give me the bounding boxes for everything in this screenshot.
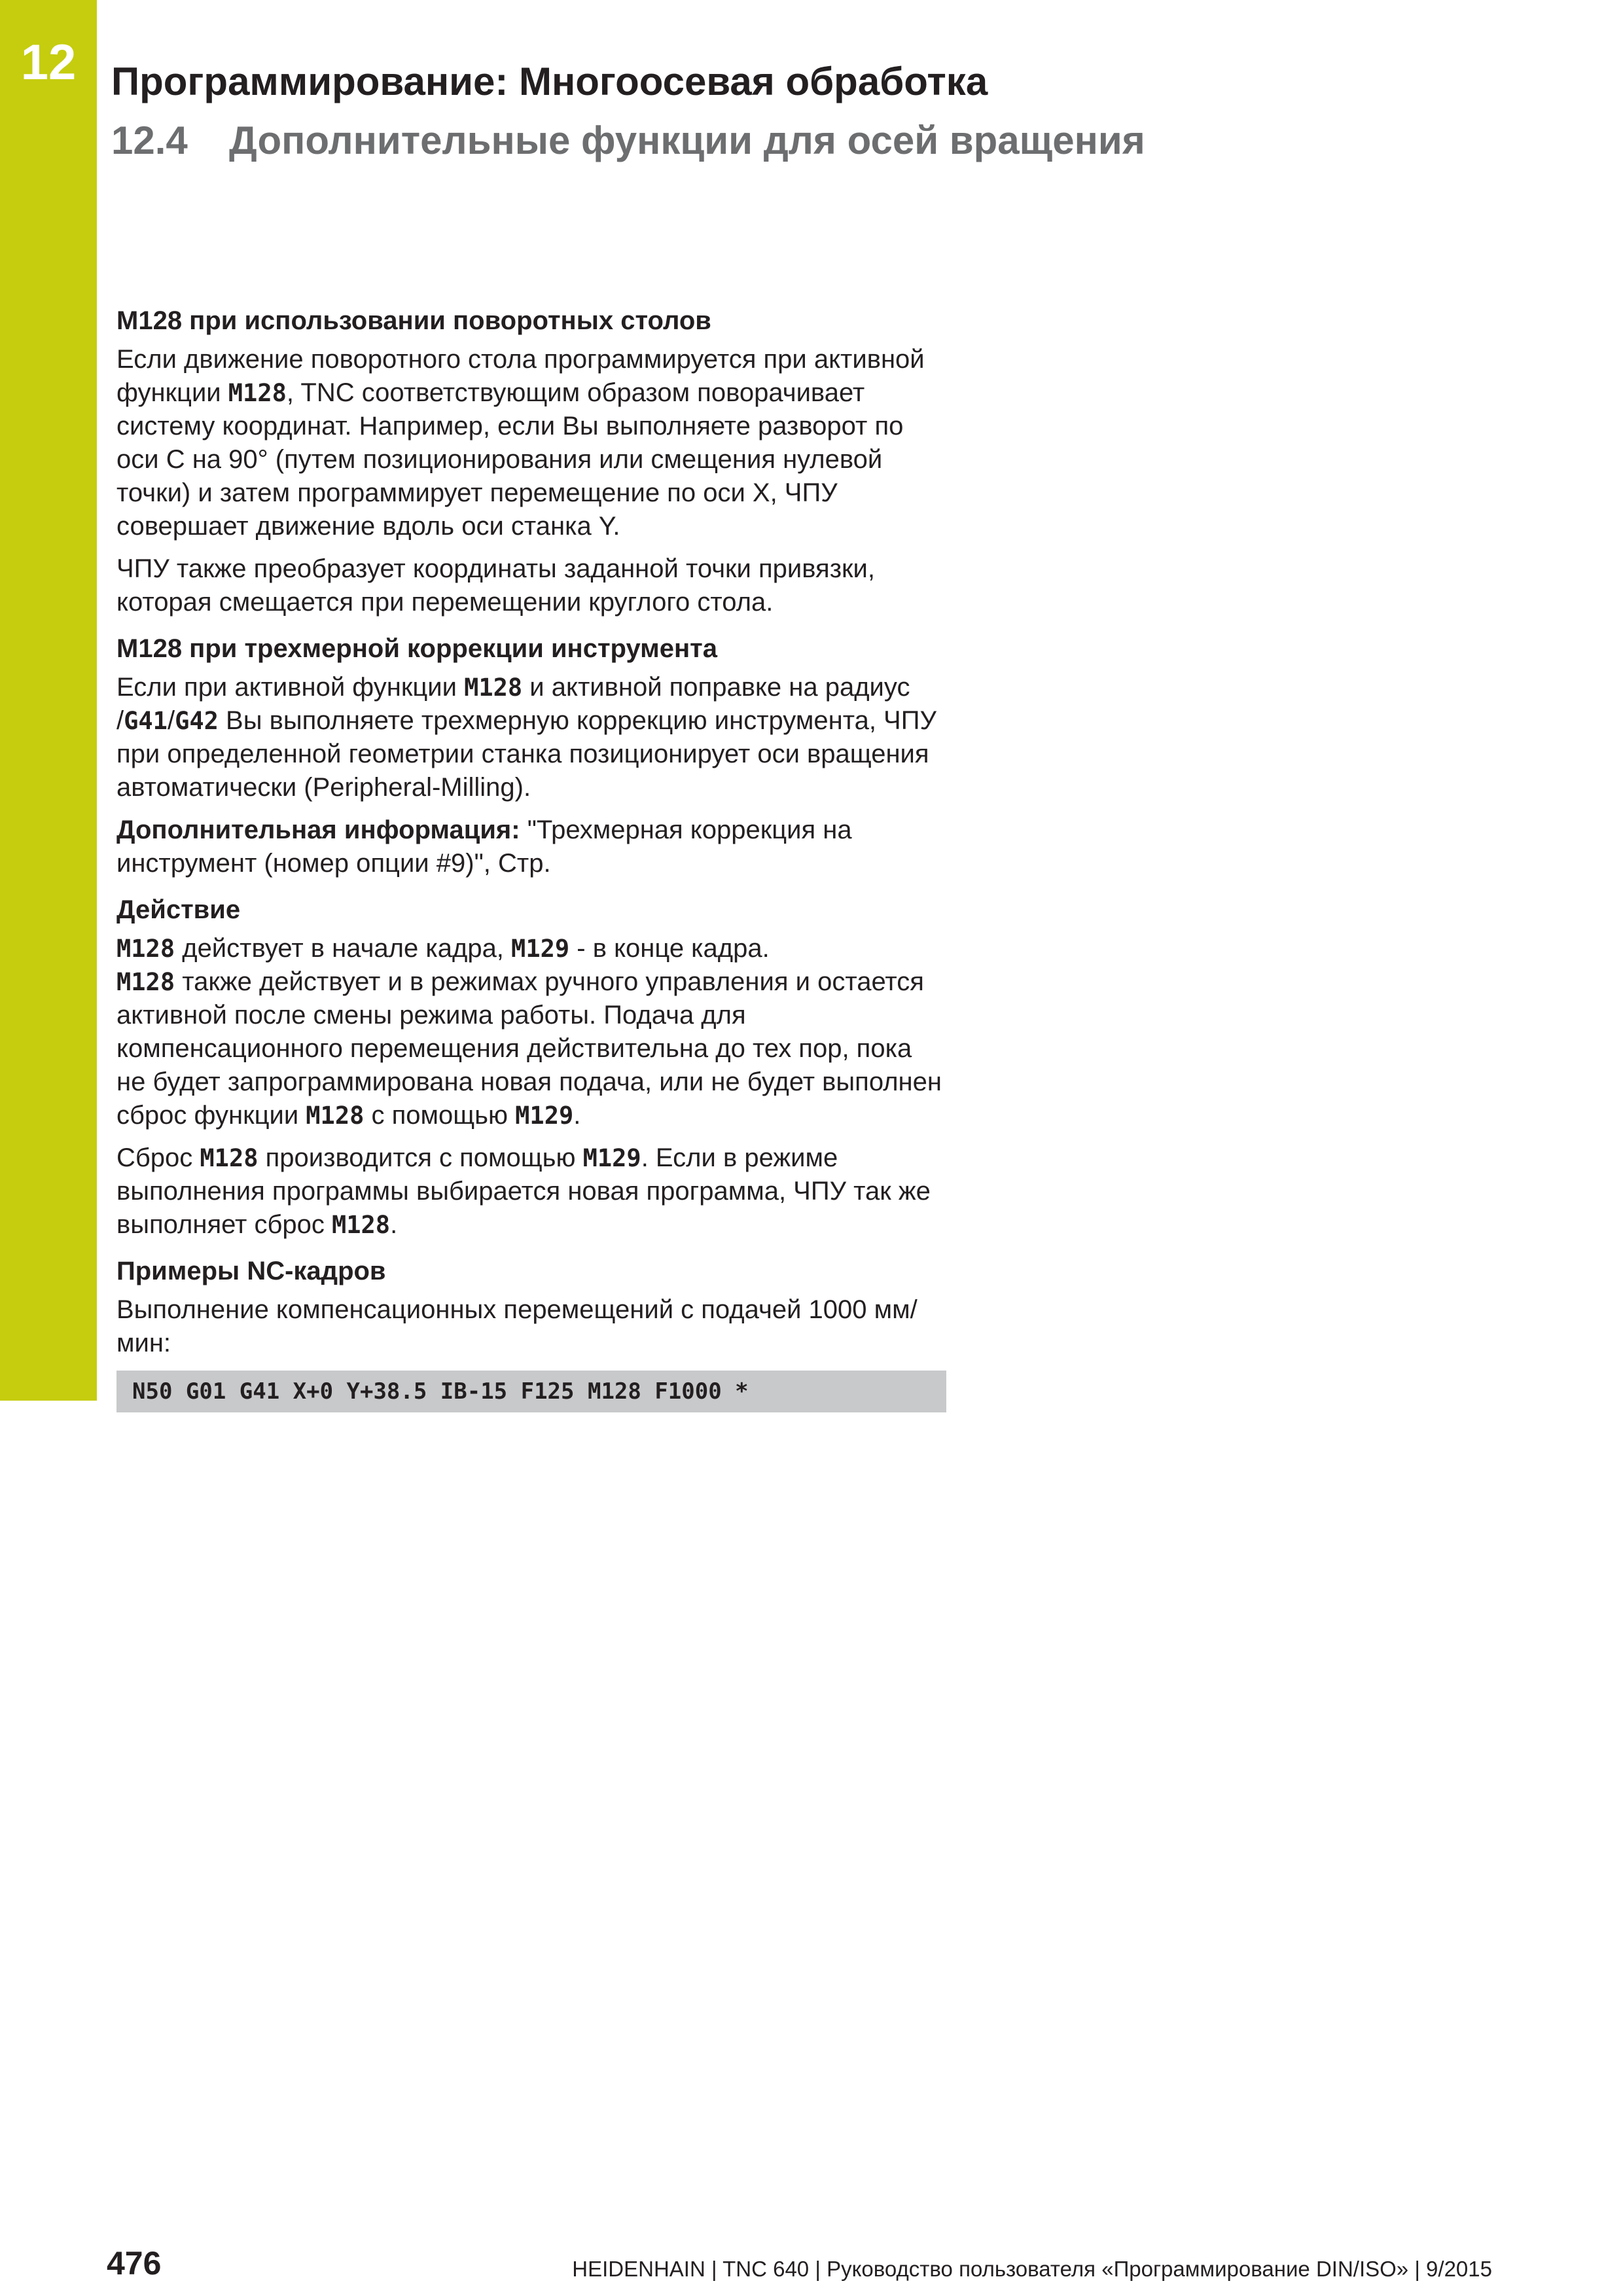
text-run: и активной поправке на радиус / bbox=[116, 673, 910, 735]
text-run: Сброс bbox=[116, 1143, 200, 1172]
code-g42: G42 bbox=[175, 707, 219, 735]
code-m128: M128 bbox=[464, 673, 523, 702]
paragraph-effect-1 bbox=[116, 932, 948, 1132]
heading-effect: Действие bbox=[116, 895, 241, 924]
paragraph-more-info bbox=[116, 814, 948, 880]
section-number: 12.4 bbox=[111, 118, 188, 162]
paragraph-tool-correction-1 bbox=[116, 671, 948, 804]
more-info-link-text[interactable]: "Трехмерная коррекция на инструмент (номер опции #9)", Стр. bbox=[116, 816, 852, 878]
code-g41: G41 bbox=[124, 707, 168, 735]
paragraph-rotary-tables-1 bbox=[116, 343, 948, 543]
text-run: также действует и в режимах ручного управления и остается активной после смены режима работы. Подача для компенсационного перемещения действительна до тех пор, пока не будет запрограммирована новая подача, или не будет выполнен сброс функции bbox=[116, 967, 942, 1130]
code-m128: M128 bbox=[200, 1144, 259, 1172]
text-run: производится с помощью bbox=[258, 1143, 583, 1172]
text-run: Вы выполняете трехмерную коррекцию инструмента, ЧПУ при определенной геометрии станка позиционирует оси вращения автоматически (Peripheral-Milling). bbox=[116, 706, 936, 802]
code-m129: M129 bbox=[582, 1144, 641, 1172]
section-title-line bbox=[111, 118, 1145, 163]
paragraph-examples: Выполнение компенсационных перемещений с подачей 1000 мм/мин: bbox=[116, 1295, 918, 1357]
code-m129: M129 bbox=[511, 935, 570, 963]
text-run: Если при активной функции bbox=[116, 673, 465, 702]
main-content bbox=[116, 304, 948, 1412]
heading-rotary-tables: M128 при использовании поворотных столов bbox=[116, 306, 711, 335]
text-run: , TNC соответствующим образом поворачивает систему координат. Например, если Вы выполняете разворот по оси C на 90° (путем позиционирования или смещения нулевой точки) и затем программирует перемещение по оси X, ЧПУ совершает движение вдоль оси станка Y. bbox=[116, 378, 904, 541]
heading-examples: Примеры NC-кадров bbox=[116, 1257, 386, 1285]
code-m128: M128 bbox=[331, 1211, 391, 1239]
code-m128: M128 bbox=[306, 1102, 365, 1130]
text-run: / bbox=[167, 706, 175, 735]
text-run: с помощью bbox=[364, 1101, 516, 1130]
code-m128: M128 bbox=[116, 935, 175, 963]
chapter-title: Программирование: Многоосевая обработка bbox=[111, 60, 988, 103]
code-m129: M129 bbox=[515, 1102, 574, 1130]
more-info-label: Дополнительная информация: bbox=[116, 816, 520, 844]
page-number: 476 bbox=[107, 2245, 162, 2282]
nc-code-block: N50 G01 G41 X+0 Y+38.5 IB-15 F125 M128 F1000 * bbox=[116, 1371, 946, 1412]
chapter-side-bar bbox=[0, 0, 97, 1401]
footer-text: HEIDENHAIN | TNC 640 | Руководство пользователя «Программирование DIN/ISO» | 9/2015 bbox=[572, 2257, 1492, 2281]
chapter-number: 12 bbox=[20, 35, 77, 90]
text-run: - в конце кадра. bbox=[569, 934, 770, 963]
code-m128: M128 bbox=[228, 379, 287, 407]
text-run: действует в начале кадра, bbox=[175, 934, 512, 963]
paragraph-rotary-tables-2: ЧПУ также преобразует координаты заданной точки привязки, которая смещается при перемещении круглого стола. bbox=[116, 554, 876, 617]
text-run: . bbox=[390, 1210, 398, 1239]
text-run: . Если в режиме выполнения программы выбирается новая программа, ЧПУ так же выполняет сброс bbox=[116, 1143, 931, 1239]
heading-tool-correction: M128 при трехмерной коррекции инструмента bbox=[116, 634, 718, 663]
code-m128: M128 bbox=[116, 968, 175, 996]
text-run: . bbox=[573, 1101, 581, 1130]
text-run: Если движение поворотного стола программируется при активной функции bbox=[116, 345, 925, 407]
section-title: Дополнительные функции для осей вращения bbox=[229, 118, 1145, 162]
paragraph-effect-2 bbox=[116, 1141, 948, 1242]
